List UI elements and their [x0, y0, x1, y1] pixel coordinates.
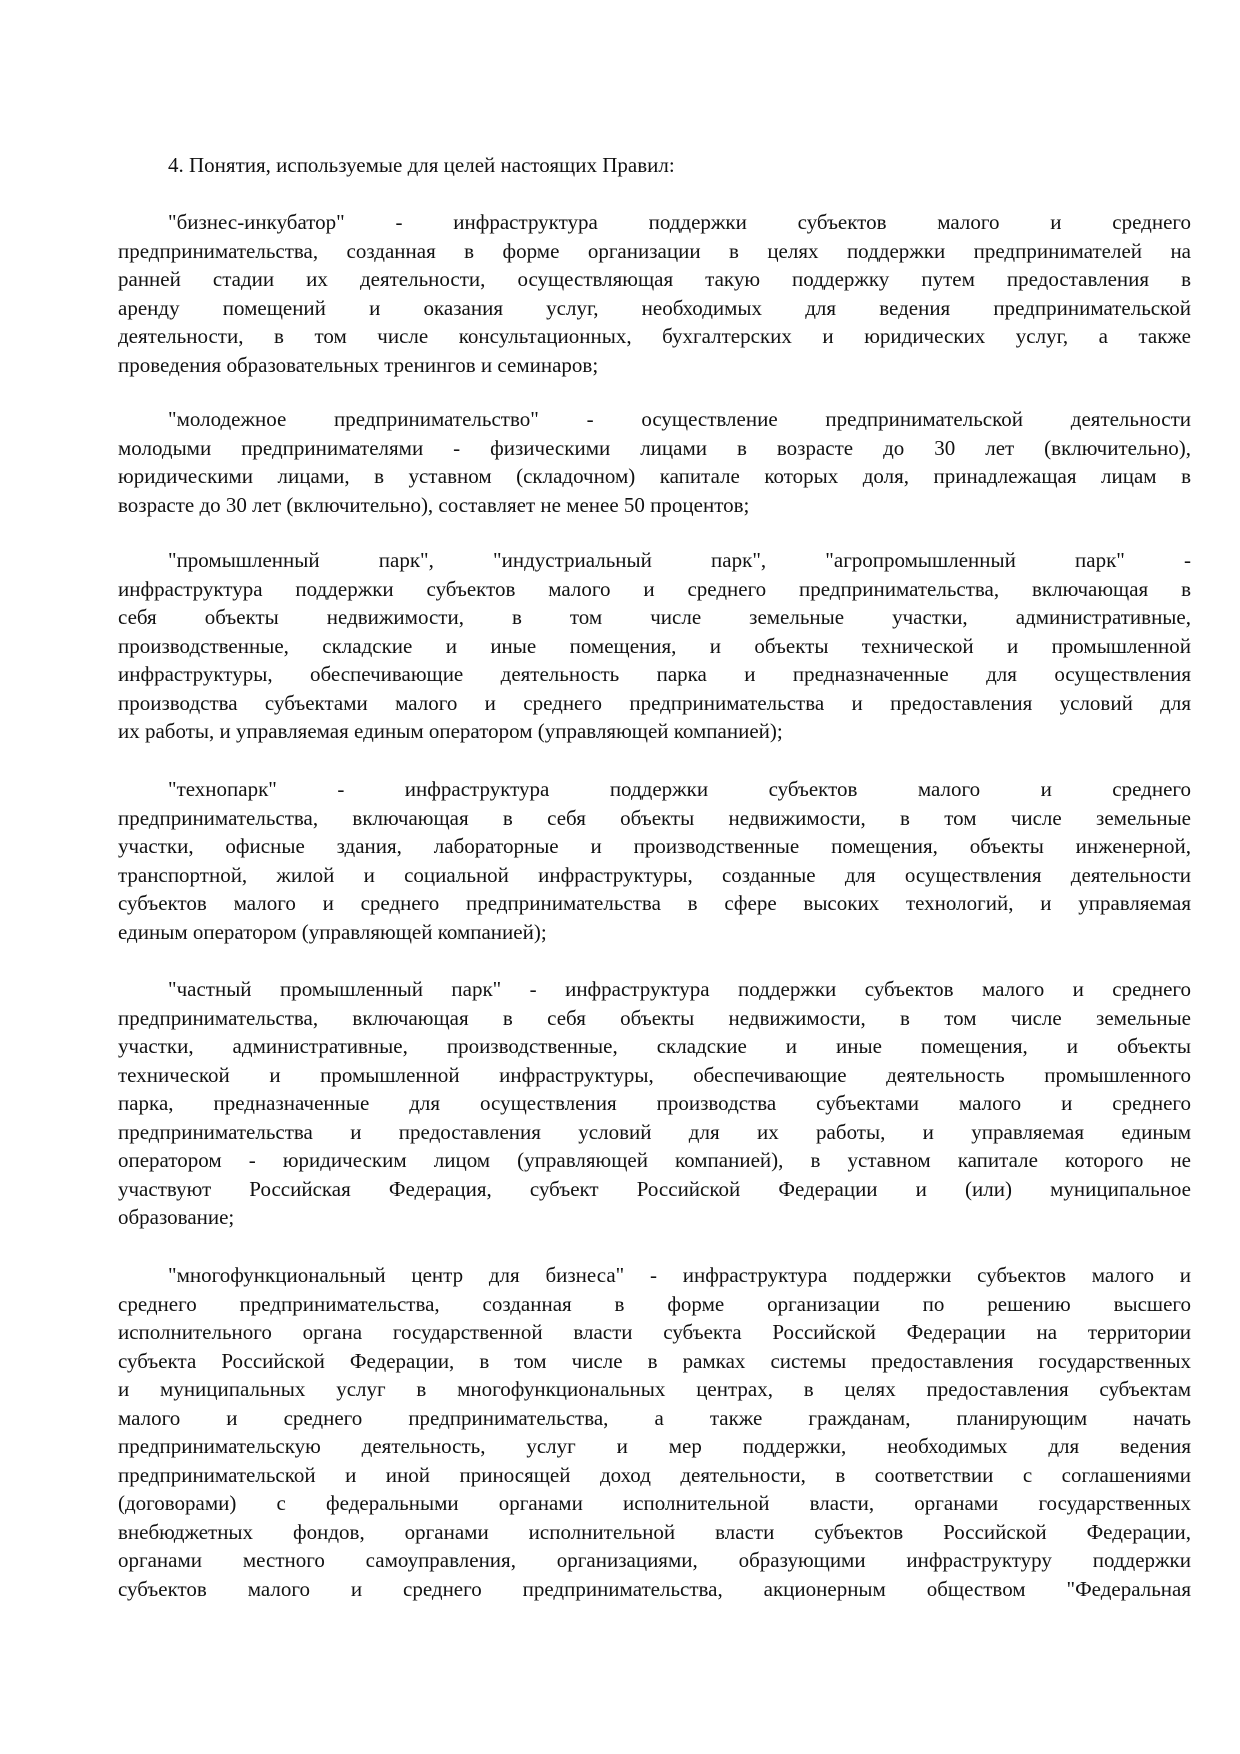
- definition-paragraph: [118, 775, 1191, 946]
- text-line: предпринимательства, созданная в форме организации в целях поддержки предпринимателей на: [118, 238, 1191, 263]
- text-line: и муниципальных услуг в многофункциональных центрах, в целях предоставления субъектам: [118, 1377, 1191, 1401]
- definition-paragraph: [118, 975, 1191, 1232]
- definition-paragraph: [118, 208, 1191, 379]
- text-line: проведения образовательных тренингов и семинаров;: [118, 352, 599, 377]
- text-line: себя объекты недвижимости, в том числе земельные участки, административные,: [118, 605, 1191, 629]
- text-line: субъектов малого и среднего предпринимательства, акционерным обществом "Федеральная: [118, 1576, 1191, 1601]
- text-line: "молодежное предпринимательство" - осуществление предпринимательской деятельности: [168, 407, 1191, 431]
- text-line: производства субъектами малого и среднего предпринимательства и предоставления условий для: [118, 690, 1191, 715]
- section-heading: 4. Понятия, используемые для целей настоящих Правил:: [168, 153, 675, 177]
- text-line: "технопарк" - инфраструктура поддержки субъектов малого и среднего: [168, 777, 1191, 801]
- text-line: юридическими лицами, в уставном (складочном) капитале которых доля, принадлежащая лицам в: [118, 464, 1191, 488]
- text-line: (договорами) с федеральными органами исполнительной власти, органами государственных: [118, 1491, 1191, 1515]
- text-line: инфраструктура поддержки субъектов малого и среднего предпринимательства, включающая в: [118, 576, 1191, 601]
- text-line: "бизнес-инкубатор" - инфраструктура поддержки субъектов малого и среднего: [168, 210, 1191, 234]
- text-line: ранней стадии их деятельности, осуществляющая такую поддержку путем предоставления в: [118, 267, 1191, 291]
- text-line: среднего предпринимательства, созданная в форме организации по решению высшего: [118, 1291, 1191, 1316]
- text-line: молодыми предпринимателями - физическими лицами в возрасте до 30 лет (включительно),: [118, 435, 1191, 460]
- text-line: "частный промышленный парк" - инфраструктура поддержки субъектов малого и среднего: [168, 977, 1191, 1001]
- text-line: "многофункциональный центр для бизнеса" - инфраструктура поддержки субъектов малого и: [168, 1263, 1191, 1287]
- text-line: единым оператором (управляющей компанией);: [118, 919, 547, 944]
- text-line: субъектов малого и среднего предпринимательства в сфере высоких технологий, и управляемая: [118, 891, 1191, 915]
- definition-paragraph: [118, 546, 1191, 746]
- text-line: участки, офисные здания, лабораторные и производственные помещения, объекты инженерной,: [118, 834, 1191, 858]
- text-line: деятельности, в том числе консультационных, бухгалтерских и юридических услуг, а также: [118, 324, 1191, 348]
- text-line: инфраструктуры, обеспечивающие деятельность парка и предназначенные для осуществления: [118, 662, 1191, 686]
- text-line: аренду помещений и оказания услуг, необходимых для ведения предпринимательской: [118, 295, 1191, 320]
- text-line: оператором - юридическим лицом (управляющей компанией), в уставном капитале которого не: [118, 1148, 1191, 1172]
- text-line: субъекта Российской Федерации, в том числе в рамках системы предоставления государственных: [118, 1348, 1191, 1373]
- text-line: парка, предназначенные для осуществления производства субъектами малого и среднего: [118, 1091, 1191, 1115]
- text-line: предпринимательскую деятельность, услуг и мер поддержки, необходимых для ведения: [118, 1434, 1191, 1458]
- text-line: "промышленный парк", "индустриальный парк", "агропромышленный парк" -: [168, 548, 1191, 572]
- text-line: предпринимательской и иной приносящей доход деятельности, в соответствии с соглашениями: [118, 1462, 1191, 1487]
- text-line: технической и промышленной инфраструктуры, обеспечивающие деятельность промышленного: [118, 1062, 1191, 1087]
- text-line: органами местного самоуправления, организациями, образующими инфраструктуру поддержки: [118, 1548, 1191, 1572]
- text-line: участки, административные, производственные, складские и иные помещения, и объекты: [118, 1034, 1191, 1058]
- text-line: внебюджетных фондов, органами исполнительной власти субъектов Российской Федерации,: [118, 1519, 1191, 1544]
- definition-paragraph: [118, 1261, 1191, 1603]
- text-line: возрасте до 30 лет (включительно), составляет не менее 50 процентов;: [118, 492, 750, 517]
- text-line: участвуют Российская Федерация, субъект Российской Федерации и (или) муниципальное: [118, 1176, 1191, 1201]
- text-line: транспортной, жилой и социальной инфраструктуры, созданные для осуществления деятельности: [118, 862, 1191, 887]
- text-line: их работы, и управляемая единым оператором (управляющей компанией);: [118, 719, 783, 743]
- text-line: исполнительного органа государственной власти субъекта Российской Федерации на территории: [118, 1320, 1191, 1344]
- text-line: предпринимательства, включающая в себя объекты недвижимости, в том числе земельные: [118, 805, 1191, 830]
- text-line: образование;: [118, 1205, 235, 1229]
- definition-paragraph: [118, 405, 1191, 519]
- text-line: малого и среднего предпринимательства, а также гражданам, планирующим начать: [118, 1405, 1191, 1430]
- text-line: предпринимательства и предоставления условий для их работы, и управляемая единым: [118, 1119, 1191, 1144]
- text-line: предпринимательства, включающая в себя объекты недвижимости, в том числе земельные: [118, 1005, 1191, 1030]
- text-line: производственные, складские и иные помещения, и объекты технической и промышленной: [118, 633, 1191, 658]
